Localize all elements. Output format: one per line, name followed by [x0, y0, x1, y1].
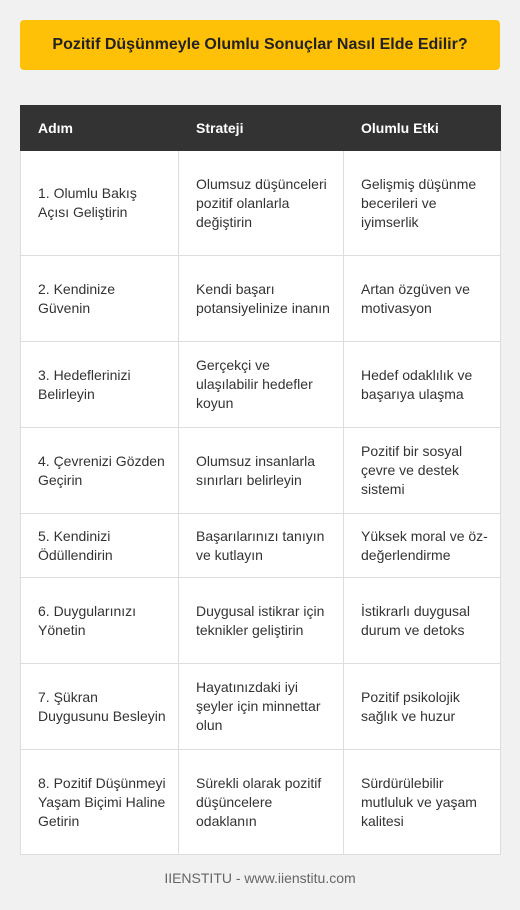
table-row: [21, 151, 501, 256]
cell-strategy: Olumsuz düşünceleri pozitif olanlarla değiştirin: [179, 151, 344, 256]
cell-step: 7. Şükran Duygusunu Besleyin: [21, 664, 179, 750]
cell-effect: Gelişmiş düşünme becerileri ve iyimserlik: [344, 151, 501, 256]
page-title: Pozitif Düşünmeyle Olumlu Sonuçlar Nasıl Elde Edilir?: [52, 36, 468, 53]
cell-strategy: Hayatınızdaki iyi şeyler için minnettar olun: [179, 664, 344, 750]
footer-credit: IIENSTITU - www.iienstitu.com: [164, 870, 356, 886]
cell-effect: Yüksek moral ve öz-değerlendirme: [344, 514, 501, 578]
cell-strategy: Gerçekçi ve ulaşılabilir hedefler koyun: [179, 342, 344, 428]
cell-step: 4. Çevrenizi Gözden Geçirin: [21, 428, 179, 514]
cell-strategy: Sürekli olarak pozitif düşüncelere odaklanın: [179, 750, 344, 855]
cell-effect: Pozitif bir sosyal çevre ve destek sistemi: [344, 428, 501, 514]
cell-step: 6. Duygularınızı Yönetin: [21, 578, 179, 664]
cell-effect: Artan özgüven ve motivasyon: [344, 256, 501, 342]
cell-effect: İstikrarlı duygusal durum ve detoks: [344, 578, 501, 664]
cell-effect: Hedef odaklılık ve başarıya ulaşma: [344, 342, 501, 428]
cell-step: 3. Hedeflerinizi Belirleyin: [21, 342, 179, 428]
header-strategy: Strateji: [179, 106, 344, 151]
cell-step: 8. Pozitif Düşünmeyi Yaşam Biçimi Haline Getirin: [21, 750, 179, 855]
cell-step: 5. Kendinizi Ödüllendirin: [21, 514, 179, 578]
cell-step: 2. Kendinize Güvenin: [21, 256, 179, 342]
cell-step: 1. Olumlu Bakış Açısı Geliştirin: [21, 151, 179, 256]
cell-strategy: Kendi başarı potansiyelinize inanın: [179, 256, 344, 342]
table-header-row: [21, 106, 501, 151]
cell-strategy: Olumsuz insanlarla sınırları belirleyin: [179, 428, 344, 514]
cell-strategy: Duygusal istikrar için teknikler geliştirin: [179, 578, 344, 664]
table-row: [21, 428, 501, 514]
table-row: [21, 750, 501, 855]
table-row: [21, 514, 501, 578]
table-row: [21, 578, 501, 664]
table-row: [21, 664, 501, 750]
title-banner: [20, 20, 500, 70]
header-positive-effect: Olumlu Etki: [344, 106, 501, 151]
cell-strategy: Başarılarınızı tanıyın ve kutlayın: [179, 514, 344, 578]
table-row: [21, 342, 501, 428]
cell-effect: Sürdürülebilir mutluluk ve yaşam kalitesi: [344, 750, 501, 855]
steps-table: [20, 105, 501, 855]
cell-effect: Pozitif psikolojik sağlık ve huzur: [344, 664, 501, 750]
header-step: Adım: [21, 106, 179, 151]
table-row: [21, 256, 501, 342]
